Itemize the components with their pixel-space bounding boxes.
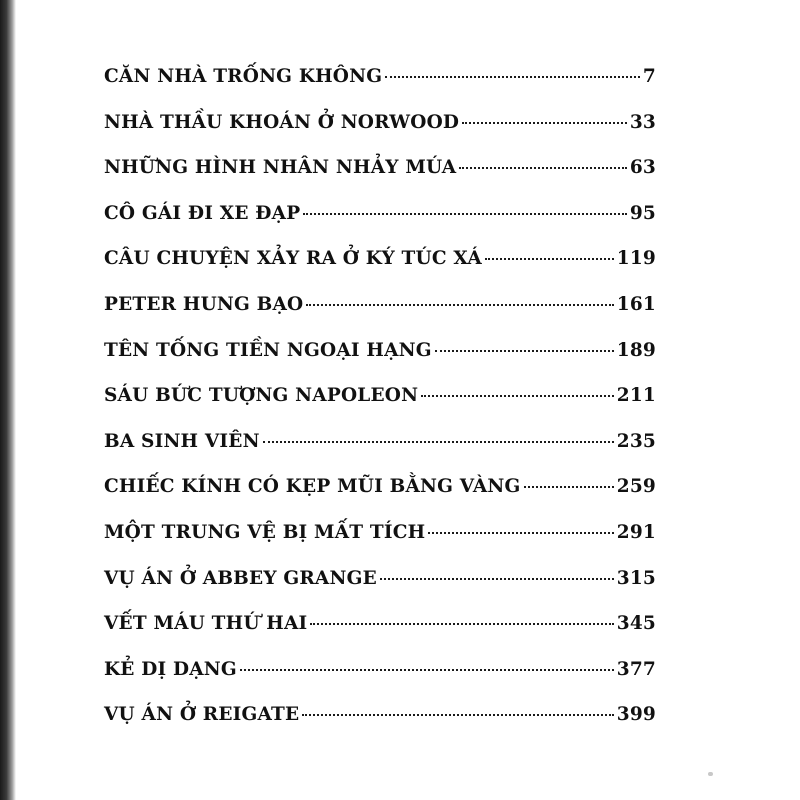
toc-entry-page: 189 bbox=[616, 339, 656, 361]
toc-entry[interactable] bbox=[104, 157, 656, 203]
dot-leader bbox=[459, 167, 627, 169]
toc-entry-page: 377 bbox=[616, 658, 656, 680]
toc-entry-page: 161 bbox=[616, 293, 656, 315]
toc-entry-title: SÁU BỨC TƯỢNG NAPOLEON bbox=[104, 385, 419, 407]
toc-entry[interactable] bbox=[104, 476, 656, 522]
dot-leader bbox=[380, 578, 614, 580]
toc-entry-title: CHIẾC KÍNH CÓ KẸP MŨI BẰNG VÀNG bbox=[104, 476, 521, 498]
toc-entry-page: 33 bbox=[629, 111, 656, 133]
toc-entry-page: 95 bbox=[629, 202, 656, 224]
toc-entry-page: 235 bbox=[616, 430, 656, 452]
dot-leader bbox=[385, 76, 640, 78]
toc-entry-title: VỤ ÁN Ở REIGATE bbox=[104, 704, 300, 726]
toc-entry-page: 119 bbox=[616, 248, 656, 270]
table-of-contents bbox=[104, 66, 656, 750]
dot-leader bbox=[306, 304, 613, 306]
toc-entry[interactable] bbox=[104, 704, 656, 750]
toc-entry-page: 345 bbox=[616, 613, 656, 635]
toc-entry-title: NHỮNG HÌNH NHÂN NHẢY MÚA bbox=[104, 157, 457, 179]
toc-entry-page: 291 bbox=[616, 521, 656, 543]
toc-entry[interactable] bbox=[104, 203, 656, 249]
toc-entry-title: PETER HUNG BẠO bbox=[104, 293, 304, 315]
toc-entry-title: VỤ ÁN Ở ABBEY GRANGE bbox=[104, 567, 377, 589]
toc-entry-page: 7 bbox=[642, 66, 656, 87]
toc-entry[interactable] bbox=[104, 112, 656, 158]
toc-entry-title: CÔ GÁI ĐI XE ĐẠP bbox=[104, 202, 301, 224]
toc-entry-title: NHÀ THẦU KHOÁN Ở NORWOOD bbox=[104, 111, 460, 133]
dot-leader bbox=[524, 486, 614, 488]
dot-leader bbox=[303, 213, 627, 215]
toc-entry[interactable] bbox=[104, 340, 656, 386]
toc-entry-title: CÂU CHUYỆN XẢY RA Ở KÝ TÚC XÁ bbox=[104, 248, 482, 270]
toc-entry-page: 259 bbox=[616, 476, 656, 498]
toc-entry-page: 63 bbox=[629, 157, 656, 179]
toc-entry-title: MỘT TRUNG VỆ BỊ MẤT TÍCH bbox=[104, 521, 426, 543]
toc-entry[interactable] bbox=[104, 431, 656, 477]
paper-speck bbox=[708, 772, 713, 776]
dot-leader bbox=[240, 669, 614, 671]
dot-leader bbox=[302, 714, 613, 716]
dot-leader bbox=[435, 350, 614, 352]
toc-entry-page: 315 bbox=[616, 567, 656, 589]
dot-leader bbox=[263, 441, 614, 443]
toc-entry[interactable] bbox=[104, 385, 656, 431]
toc-entry[interactable] bbox=[104, 522, 656, 568]
toc-entry-title: VẾT MÁU THỨ HAI bbox=[104, 613, 308, 635]
binding-edge-shadow bbox=[0, 0, 16, 800]
dot-leader bbox=[485, 258, 614, 260]
toc-entry-page: 399 bbox=[616, 704, 656, 726]
toc-entry-page: 211 bbox=[616, 385, 656, 407]
dot-leader bbox=[462, 122, 627, 124]
dot-leader bbox=[428, 532, 613, 534]
toc-entry-title: TÊN TỐNG TIỀN NGOẠI HẠNG bbox=[104, 339, 432, 361]
dot-leader bbox=[421, 395, 614, 397]
toc-entry-title: BA SINH VIÊN bbox=[104, 430, 260, 452]
toc-entry[interactable] bbox=[104, 659, 656, 705]
toc-entry[interactable] bbox=[104, 66, 656, 112]
toc-entry[interactable] bbox=[104, 568, 656, 614]
toc-entry[interactable] bbox=[104, 613, 656, 659]
toc-entry[interactable] bbox=[104, 294, 656, 340]
toc-entry[interactable] bbox=[104, 248, 656, 294]
toc-entry-title: KẺ DỊ DẠNG bbox=[104, 658, 237, 680]
toc-entry-title: CĂN NHÀ TRỐNG KHÔNG bbox=[104, 66, 383, 87]
dot-leader bbox=[310, 623, 613, 625]
